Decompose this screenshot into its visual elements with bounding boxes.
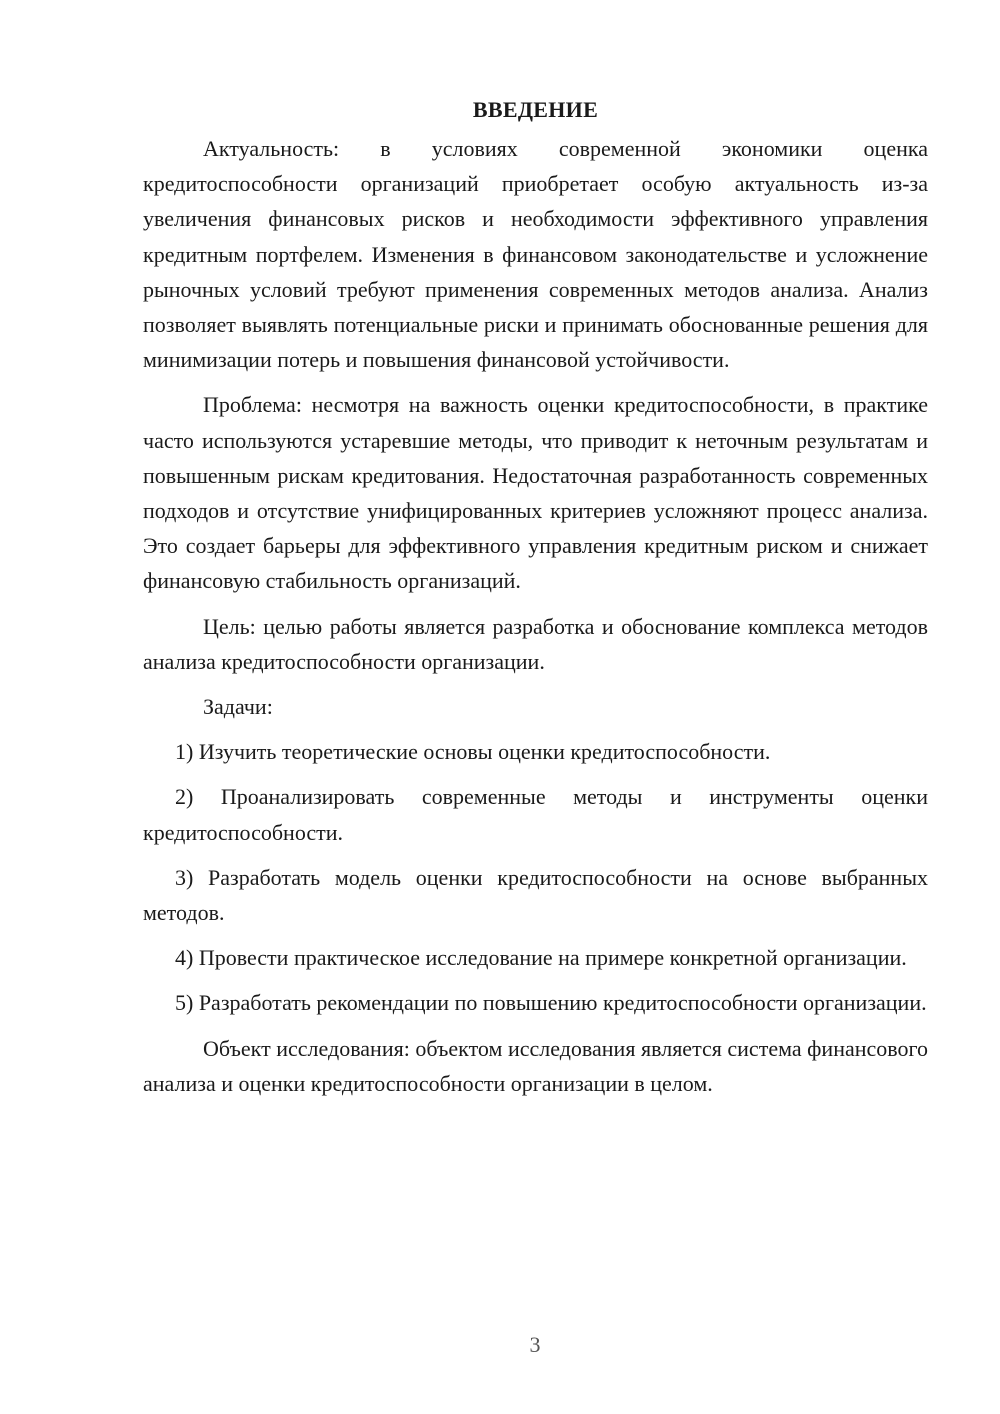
task-item: 1) Изучить теоретические основы оценки кредитоспособности. — [175, 739, 771, 765]
task-item: 5) Разработать рекомендации по повышению кредитоспособности организации. — [175, 990, 927, 1016]
document-page — [143, 92, 928, 1111]
task-item: 2) Проанализировать современные методы и инструменты оценки кредитоспособности. — [143, 784, 928, 845]
task-item: 4) Провести практическое исследование на примере конкретной организации. — [175, 945, 907, 971]
paragraph-problem: Проблема: несмотря на важность оценки кредитоспособности, в практике часто используются устаревшие методы, что приводит к неточным результатам и повышенным рискам кредитования. Недостаточная разработанность современных подходов и отсутствие унифицированных критериев усложняют процесс анализа. Это создает барьеры для эффективного управления кредитным риском и снижает финансовую стабильность организаций. — [143, 392, 928, 594]
paragraph-relevance: Актуальность: в условиях современной экономики оценка кредитоспособности организаций приобретает особую актуальность из-за увеличения финансовых рисков и необходимости эффективного управления кредитным портфелем. Изменения в финансовом законодательстве и усложнение рыночных условий требуют применения современных методов анализа. Анализ позволяет выявлять потенциальные риски и принимать обоснованные решения для минимизации потерь и повышения финансовой устойчивости. — [143, 136, 928, 373]
paragraph-object: Объект исследования: объектом исследования является система финансового анализа и оценки кредитоспособности организации в целом. — [143, 1035, 928, 1096]
paragraph-goal: Цель: целью работы является разработка и обоснование комплекса методов анализа кредитоспособности организации. — [143, 613, 928, 674]
page-title: ВВЕДЕНИЕ — [472, 97, 599, 122]
tasks-heading: Задачи: — [203, 694, 273, 720]
task-item: 3) Разработать модель оценки кредитоспособности на основе выбранных методов. — [143, 864, 928, 926]
page-number: 3 — [529, 1332, 541, 1357]
